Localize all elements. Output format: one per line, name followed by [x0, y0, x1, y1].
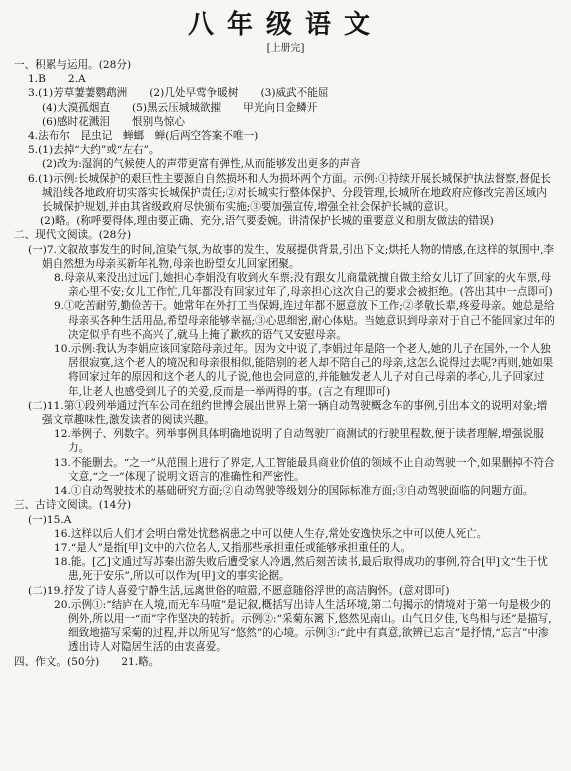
answer-12: 12.举例子、列数字。列举事例具体明确地说明了自动驾驶厂商测试的行驶里程数,便于读者理解,增强说服力。 — [54, 428, 544, 455]
section-3-heading: 三、古诗文阅读。(14分) — [14, 499, 132, 512]
answer-3-part-1: 3.(1)芳草萋萋鹦鹉洲 — [28, 87, 128, 100]
answer-6-2: (2)略。(称呼要得体,理由要正确、充分,语气要委婉。讲清保护长城的重要意义和朋友做法的错误) — [40, 215, 494, 228]
answer-16: 16.这样以后人们才会明白常处忧愁祸患之中可以使人生存,常处安逸快乐之中可以使人死亡。 — [54, 527, 488, 540]
answer-3-part-4: (4)大漠孤烟直 — [42, 101, 110, 114]
answer-3-part-6: (6)感时花溅泪 — [42, 115, 110, 128]
section-4-row — [14, 655, 557, 669]
answer-3-row-b — [14, 101, 557, 115]
answer-18: 18.能。[乙]文通过写苏秦出游失败后遭受家人冷遇,然后刻苦读书,最后取得成功的事例,符合[甲]文“生于忧患,死于安乐”,所以可以作为[甲]文的事实论据。 — [54, 556, 548, 583]
answer-1: 1.B — [28, 73, 46, 86]
page-subtitle: [上册完] — [266, 43, 305, 54]
answer-19: (二)19.抒发了诗人喜爱宁静生活,远离世俗的喧嚣,不愿意随俗浮世的高洁胸怀。(意对即可) — [28, 584, 450, 597]
answer-11: (二)11.第①段列举通过汽车公司在纽约世博会展出世界上第一辆自动驾驶概念车的事例,引出本文的说明对象;增强文章趣味性,激发读者的阅读兴趣。 — [28, 399, 548, 427]
answer-6-1: 6.(1)示例:长城保护的艰巨性主要源自自然损坏和人为损坏两个方面。示例:①持续开展长城保护执法督察,督促长城沿线各地政府切实落实长城保护责任;②对长城实行整体保护、分段管理,长城所在地政府应修改完善区域内长城保护规划,并由其省级政府尽快颁布实施;③要加强宣传,增强全社会保护长城的意识。 — [28, 172, 551, 214]
answer-7: (一)7.文叙故事发生的时间,渲染气氛,为故事的发生、发展提供背景,引出下文;烘托人物的情感,在这样的氛围中,李娟自然想为母亲买新年礼物,母亲也盼望女儿回家团聚。 — [28, 243, 555, 270]
answer-8: 8.母亲从来没出过远门,她担心李娟没有收到火车票;没有跟女儿商量就擅自做主给女儿订了回家的火车票,母亲心里不安;女儿工作忙,几年都没有回家过年了,母亲担心这次自己的要求会被拒绝。(答出其中一点即可) — [54, 272, 553, 299]
section-2-heading: 二、现代文阅读。(28分) — [14, 229, 132, 242]
answer-20: 20.示例①:“结庐在人境,而无车马喧”是记叙,概括写出诗人生活环境,第二句揭示的情境对于第一句是极少的例外,所以用一“而”字作坚决的转折。示例②:“采菊东篱下,悠然见南山。山气日夕佳,飞鸟相与还”是描写,细致地描写采菊的过程,并以所见写“悠然”的心境。示例③:“此中有真意,欲辨已忘言”是抒情,“忘言”中渗透出诗人对隐居生活的由衷喜爱。 — [54, 598, 552, 654]
answer-10: 10.示例:我认为李娟应该回家陪母亲过年。因为文中说了,李娟过年是陪一个老人,她的儿子在国外,一个人独居很寂寞,这个老人的境况和母亲很相似,能陪别的老人却不陪自己的母亲,这怎么说得过去呢?再则,她如果将回家过年的原因和这个老人的儿子说,他也会同意的,并能触发老人儿子对自己母亲的孝心,儿子回家过年,让老人也感受到儿子的关爱,反而是一举两得的事。(言之有理即可) — [54, 343, 554, 398]
answer-5-1: 5.(1)去掉“大约”或“左右”。 — [28, 144, 160, 157]
answer-13: 13.不能删去。“之一”从范围上进行了界定,人工智能最具商业价值的领域不止自动驾驶一个,如果删掉不符合文意,“之一”体现了说明文语言的准确性和严密性。 — [54, 456, 555, 483]
answer-3-part-3: (3)威武不能屈 — [260, 87, 329, 100]
answer-5-2: (2)改为:湿润的气候使人的声带更富有弹性,从而能够发出更多的声音 — [42, 158, 361, 171]
answer-4: 4.法布尔 昆虫记 蝉螂 蝉(后两空答案不唯一) — [28, 130, 259, 143]
answer-14: 14.①自动驾驶技术的基础研究方面;②自动驾驶等级划分的国际标准方面;③自动驾驶面临的问题方面。 — [54, 485, 534, 498]
section-4-heading: 四、作文。(50分) — [14, 655, 100, 668]
answer-15: (一)15.A — [28, 513, 72, 526]
answer-3-part-2: (2)几处早莺争暖树 — [149, 87, 239, 100]
answer-3-part-5: (5)黑云压城城欲摧 — [131, 101, 222, 114]
answer-3-part-5b: 甲光向日金鳞开 — [243, 101, 318, 114]
answer-17: 17.“是人”是指[甲]文中的六位名人,又指那些承担重任或能够承担重任的人。 — [54, 541, 412, 554]
answer-3-part-6b: 恨别鸟惊心 — [131, 115, 185, 128]
answer-9: 9.①吃苦耐劳,勤俭苦干。她常年在外打工当保姆,连过年都不愿意放下工作;②孝敬长辈,疼爱母亲。她总是给母亲买各种生活用品,希望母亲能够幸福;③心思细密,耐心体贴。当她意识到母亲对于自己不能回家过年的决定似乎有些不高兴了,就马上掩了歉疚的语气又安慰母亲。 — [54, 300, 556, 341]
section-1-heading: 一、积累与运用。(28分) — [14, 59, 132, 71]
answer-2: 2.A — [67, 73, 86, 86]
answer-row-1-2 — [14, 72, 557, 86]
answer-3-row-c — [14, 115, 557, 129]
answer-3-row-a — [14, 86, 557, 100]
answer-21: 21.略。 — [121, 655, 160, 668]
page-title: 八年级语文 — [187, 10, 383, 40]
